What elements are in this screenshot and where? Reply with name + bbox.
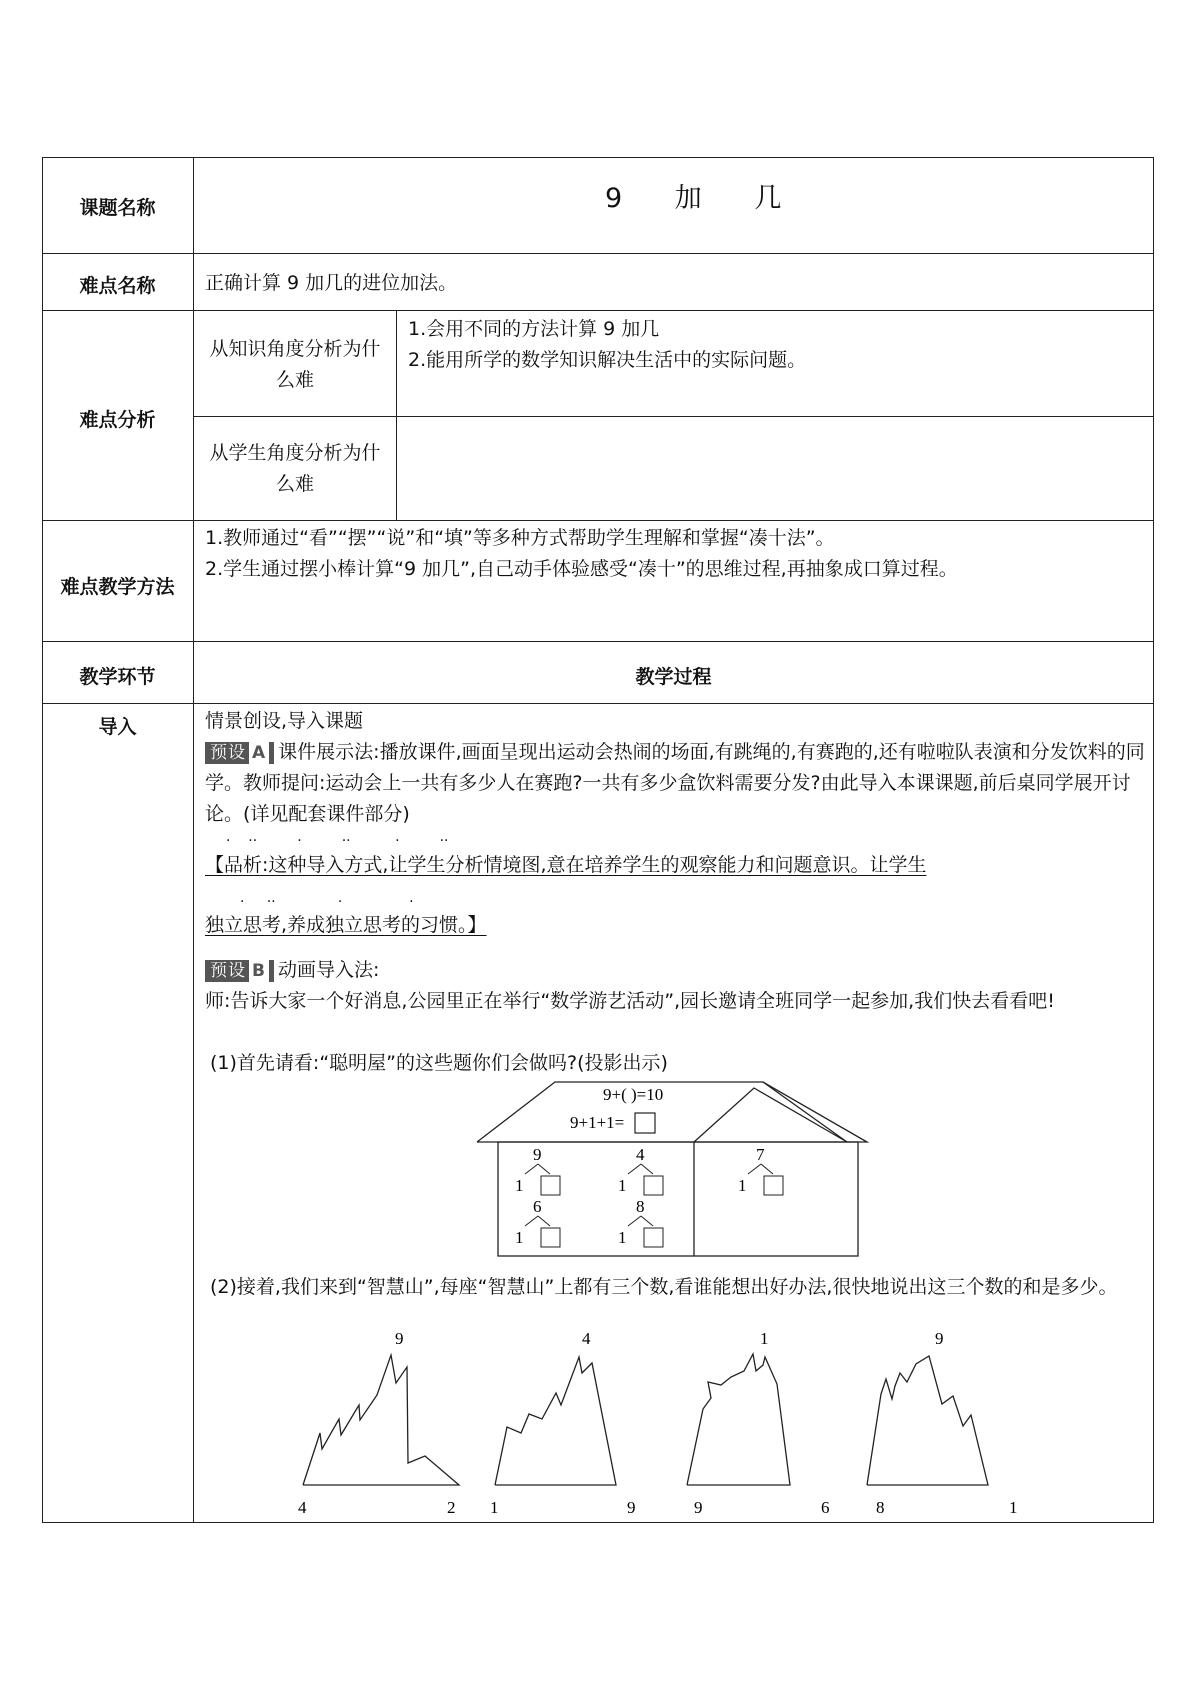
stage-header: 教学环节 <box>79 666 156 688</box>
answer-box <box>541 1176 560 1195</box>
method-label: 难点教学方法 <box>60 576 175 598</box>
analysis-note-line-1: 【品析:这种导入方式,让学生分析情境图,意在培养学生的观察能力和问题意识。让学生 <box>205 854 927 876</box>
emphasis-dots: · ·· · · <box>240 894 414 910</box>
tree-top-number: 6 <box>533 1197 542 1216</box>
preset-a-text: 课件展示法:播放课件,画面呈现出运动会热闹的场面,有跳绳的,有赛跑的,还有啦啦队表演和分发饮料的同学。教师提问:运动会上一共有多少人在赛跑?一共有多少盒饮料需要分发?由此导入本课课题,前后桌同学展开讨论。(详见配套课件部分) <box>205 741 1145 825</box>
preset-b-tag: 预设 B <box>205 960 274 982</box>
tree-top-number: 8 <box>636 1197 645 1216</box>
mountain <box>687 1329 830 1517</box>
number-tree <box>618 1197 663 1247</box>
mountain-top-number: 9 <box>395 1329 404 1348</box>
mountain <box>867 1329 1018 1517</box>
tree-left-number: 1 <box>515 1228 524 1247</box>
row-divider <box>193 416 1154 417</box>
mountain-right-number: 9 <box>627 1498 636 1517</box>
page-title: 9 加 几 <box>605 183 804 214</box>
student-angle-label: 从学生角度分析为什么难 <box>209 442 381 495</box>
house-equation-2: 9+1+1= <box>570 1113 625 1132</box>
house-equation-1: 9+( )=10 <box>603 1085 664 1104</box>
house-body <box>498 1142 858 1256</box>
tree-top-number: 9 <box>533 1145 542 1164</box>
row-divider <box>42 703 1154 704</box>
mountain-left-number: 9 <box>694 1498 703 1517</box>
answer-box <box>635 1113 655 1133</box>
mountain-right-number: 6 <box>821 1498 830 1517</box>
question-2: (2)接着,我们来到“智慧山”,每座“智慧山”上都有三个数,看谁能想出好办法,很快地说出这三个数的和是多少。 <box>210 1276 1118 1298</box>
difficulty-label: 难点名称 <box>79 275 156 297</box>
number-tree <box>515 1145 560 1195</box>
method-line-1: 1.教师通过“看”“摆”“说”和“填”等多种方式帮助学生理解和掌握“凑十法”。 <box>205 527 835 549</box>
mountain <box>490 1329 636 1517</box>
row-divider <box>42 641 1154 642</box>
tree-left-number: 1 <box>738 1176 747 1195</box>
difficulty-value: 正确计算 9 加几的进位加法。 <box>205 272 458 294</box>
house-roof-ridge <box>694 1088 847 1142</box>
row-divider <box>42 253 1154 254</box>
mountain-left-number: 1 <box>490 1498 499 1517</box>
preset-b-line <box>205 955 379 986</box>
preset-a-tag: 预设 A <box>205 742 274 764</box>
tree-top-number: 4 <box>636 1145 645 1164</box>
row-divider <box>42 310 1154 311</box>
label-column-divider <box>193 157 194 1523</box>
tree-left-number: 1 <box>515 1176 524 1195</box>
topic-label: 课题名称 <box>79 197 156 219</box>
house-roof <box>477 1082 867 1142</box>
row-divider <box>42 520 1154 521</box>
answer-box <box>541 1228 560 1247</box>
analysis-column-divider <box>396 310 397 520</box>
mountain-top-number: 1 <box>760 1329 769 1348</box>
question-1: (1)首先请看:“聪明屋”的这些题你们会做吗?(投影出示) <box>210 1052 668 1074</box>
mountain-right-number: 1 <box>1009 1498 1018 1517</box>
answer-box <box>764 1176 783 1195</box>
smart-house-figure <box>470 1078 870 1258</box>
emphasis-dots: · ·· · ·· · ·· <box>226 833 449 849</box>
mountain-left-number: 8 <box>876 1498 885 1517</box>
tree-top-number: 7 <box>756 1145 765 1164</box>
answer-box <box>644 1176 663 1195</box>
mountain-right-number: 2 <box>447 1498 456 1517</box>
mountain <box>298 1329 459 1517</box>
knowledge-line-1: 1.会用不同的方法计算 9 加几 <box>408 318 660 340</box>
tree-left-number: 1 <box>618 1176 627 1195</box>
knowledge-line-2: 2.能用所学的数学知识解决生活中的实际问题。 <box>408 349 807 371</box>
number-tree <box>515 1197 560 1247</box>
number-tree <box>738 1145 783 1195</box>
intro-label: 导入 <box>98 716 137 738</box>
analysis-label: 难点分析 <box>79 409 156 431</box>
preset-a-paragraph <box>205 737 1145 830</box>
answer-box <box>644 1228 663 1247</box>
mountain-top-number: 9 <box>935 1329 944 1348</box>
tree-left-number: 1 <box>618 1228 627 1247</box>
analysis-note-line-2: 独立思考,养成独立思考的习惯。】 <box>205 914 487 936</box>
method-line-2: 2.学生通过摆小棒计算“9 加几”,自己动手体验感受“凑十”的思维过程,再抽象成口算过程。 <box>205 558 958 580</box>
preset-b-text: 动画导入法: <box>277 959 380 981</box>
knowledge-angle-label: 从知识角度分析为什么难 <box>209 338 381 391</box>
wisdom-mountains-figure <box>200 1325 1150 1520</box>
process-header: 教学过程 <box>635 666 712 688</box>
preset-b-paragraph: 师:告诉大家一个好消息,公园里正在举行“数学游艺活动”,园长邀请全班同学一起参加,我们快去看看吧! <box>205 990 1055 1012</box>
intro-title: 情景创设,导入课题 <box>205 710 364 732</box>
mountain-top-number: 4 <box>582 1329 591 1348</box>
number-tree <box>618 1145 663 1195</box>
mountain-left-number: 4 <box>298 1498 307 1517</box>
